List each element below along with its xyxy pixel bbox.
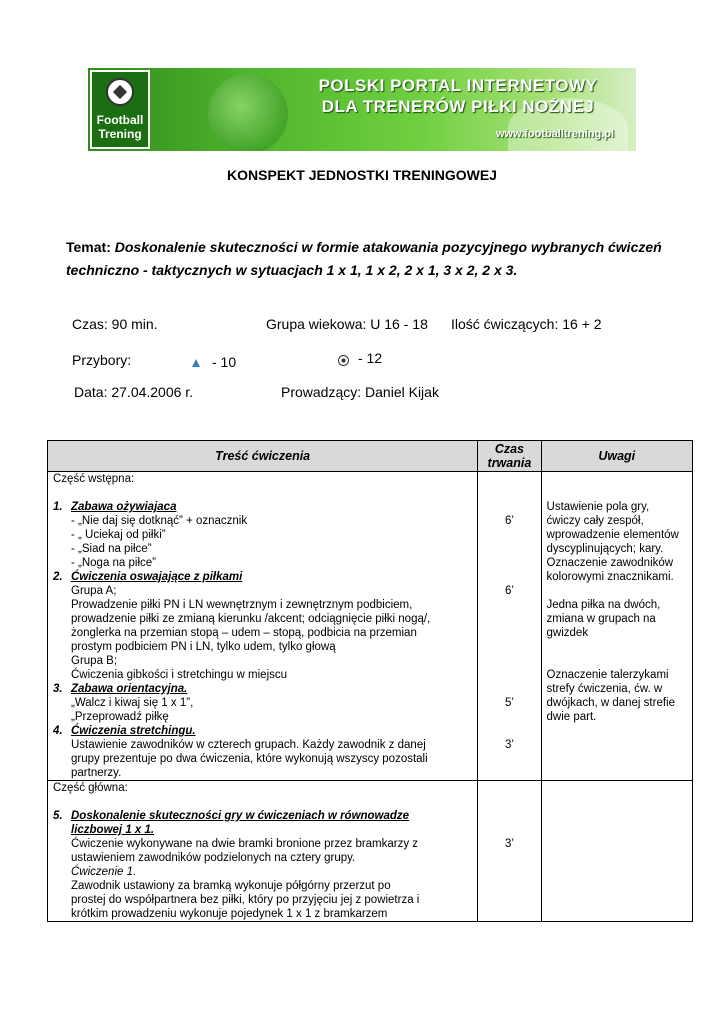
ex5-line: ustawieniem zawodników podzielonych na cztery grupy.: [71, 852, 356, 864]
ex2-line: Grupa B;: [71, 655, 118, 667]
note-line: strefy ćwiczenia, ćw. w: [546, 683, 663, 695]
ex5-title: Doskonalenie skuteczności gry w ćwiczeniach w równowadze: [71, 810, 410, 822]
balls-count: - 12: [358, 350, 383, 366]
ex2-line: prowadzenie piłki ze zmianą kierunku /akcent; odciągnięcie piłki nogą/,: [71, 613, 431, 625]
ex2-title: Ćwiczenia oswajające z piłkami: [71, 571, 243, 583]
ex5-line: prostej do współpartnera bez piłki, który po przyjęciu jej z powietrza i: [71, 894, 420, 906]
ex5-title-cont: liczbowej 1 x 1.: [71, 824, 155, 836]
note-line: kolorowymi znacznikami.: [546, 571, 674, 583]
ex1-line: - „Nie daj się dotknąć” + oznacznik: [71, 515, 248, 527]
ex5-num: 5.: [53, 810, 63, 822]
topic-label: Temat:: [66, 239, 111, 255]
part2-content: [48, 781, 478, 922]
ex4-title: Ćwiczenia stretchingu.: [71, 725, 196, 737]
ex2-line: Grupa A;: [71, 585, 117, 597]
topic-line-2: techniczno - taktycznych w sytuacjach 1 x 1, 1 x 2, 2 x 1, 3 x 2, 2 x 3.: [66, 262, 518, 278]
part1-notes: [541, 472, 692, 781]
ex4-line: Ustawienie zawodników w czterech grupach. Każdy zawodnik z danej: [71, 739, 426, 751]
document-title: KONSPEKT JEDNOSTKI TRENINGOWEJ: [227, 167, 497, 183]
time-ex1: 6’: [504, 515, 514, 527]
equipment-label: Przybory:: [72, 352, 132, 368]
topic-line-1: Doskonalenie skuteczności w formie atakowania pozycyjnego wybranych ćwiczeń: [114, 239, 662, 255]
note-line: dwie part.: [546, 711, 597, 723]
part2-label: Część główna:: [53, 782, 128, 794]
note-line: zmiana w grupach na: [546, 613, 656, 625]
ex2-line: żonglerka na przemian stopą – udem – stopą, podbicia na przemian: [71, 627, 417, 639]
part1-content: [48, 472, 478, 781]
banner-title-1: POLSKI PORTAL INTERNETOWY: [318, 76, 598, 95]
header-notes: Uwagi: [541, 441, 692, 472]
part1-times: [478, 472, 541, 781]
banner-url: www.footballtrening.pl: [495, 128, 614, 140]
ex2-line: prostym podbiciem PN i LN, tylko udem, tylko głową: [71, 641, 336, 653]
ex5-line: Zawodnik ustawiony za bramką wykonuje półgórny przerzut po: [71, 880, 391, 892]
logo-text-2: Trening: [98, 127, 142, 141]
logo-text-1: Football: [96, 113, 144, 127]
banner-title-2: DLA TRENERÓW PIŁKI NOŻNEJ: [321, 97, 595, 116]
ex2-num: 2.: [53, 571, 63, 583]
note-line: ćwiczy cały zespół,: [546, 515, 644, 527]
cones-count: - 10: [212, 354, 237, 370]
part2-notes: [541, 781, 692, 922]
age-group: Grupa wiekowa: U 16 - 18: [266, 316, 428, 332]
topic: [66, 236, 706, 282]
note-line: Oznaczenie talerzykami: [546, 669, 669, 681]
ex4-line: grupy prezentuje po dwa ćwiczenia, które wykonują wszyscy pozostali: [71, 753, 428, 765]
time-ex5: 3’: [504, 838, 514, 850]
time-ex2: 6’: [504, 585, 514, 597]
part2-times: [478, 781, 541, 922]
note-line: wprowadzenie elementów: [546, 529, 679, 541]
participants: Ilość ćwiczących: 16 + 2: [451, 316, 602, 332]
ball-icon: [338, 351, 349, 367]
note-line: gwizdek: [546, 627, 589, 639]
header-banner: [88, 68, 636, 151]
note-line: Jedna piłka na dwóch,: [546, 599, 661, 611]
part1-label: Część wstępna:: [53, 473, 135, 485]
ex1-line: - „Noga na piłce”: [71, 557, 157, 569]
ex2-line: Ćwiczenia gibkości i stretchingu w miejscu: [71, 669, 288, 681]
ex4-num: 4.: [53, 725, 63, 737]
ex5-sub: Ćwiczenie 1.: [71, 866, 137, 878]
note-line: Ustawienie pola gry,: [546, 501, 650, 513]
cone-icon: [192, 354, 200, 370]
ex3-num: 3.: [53, 683, 63, 695]
ex4-line: partnerzy.: [71, 767, 122, 779]
time-ex4: 3’: [504, 739, 514, 751]
football-trening-logo: [90, 70, 150, 149]
ex3-line: „Przeprowadź piłkę: [71, 711, 169, 723]
note-line: dwójkach, w danej strefie: [546, 697, 675, 709]
ex3-line: „Walcz i kiwaj się 1 x 1”,: [71, 697, 194, 709]
header-content: Treść ćwiczenia: [48, 441, 478, 472]
date: Data: 27.04.2006 r.: [74, 384, 194, 400]
ex2-line: Prowadzenie piłki PN i LN wewnętrznym i zewnętrznym podbiciem,: [71, 599, 413, 611]
ball-graphic: [208, 74, 288, 151]
header-duration: Czas trwania: [478, 441, 541, 472]
ball-icon: [106, 78, 134, 106]
note-line: dyscyplinujących; kary.: [546, 543, 664, 555]
training-table: [47, 440, 693, 922]
ex1-line: - „ Uciekaj od piłki”: [71, 529, 166, 541]
note-line: Oznaczenie zawodników: [546, 557, 674, 569]
ex3-title: Zabawa orientacyjna.: [71, 683, 188, 695]
ex1-line: - „Siad na piłce”: [71, 543, 152, 555]
ex1-title: Zabawa ożywiajaca: [71, 501, 177, 513]
time-ex3: 5’: [504, 697, 514, 709]
ex1-num: 1.: [53, 501, 63, 513]
ex5-line: Ćwiczenie wykonywane na dwie bramki bronione przez bramkarzy z: [71, 838, 419, 850]
duration: Czas: 90 min.: [72, 316, 158, 332]
ex5-line: krótkim prowadzeniu wykonuje pojedynek 1 x 1 z bramkarzem: [71, 908, 388, 920]
instructor: Prowadzący: Daniel Kijak: [281, 384, 439, 400]
